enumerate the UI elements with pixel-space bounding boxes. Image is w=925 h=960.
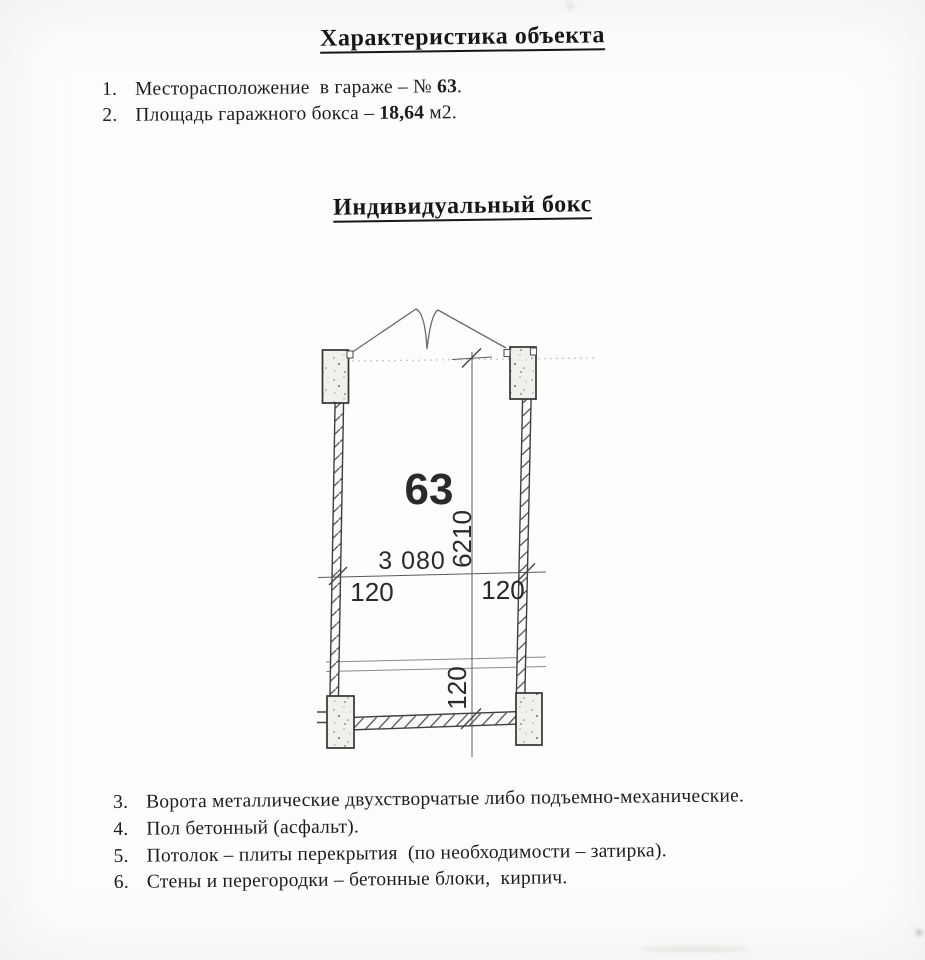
section-line-lower [326,667,546,672]
page-title: Характеристика объекта [319,22,606,52]
list-item-number: 2. [102,104,118,126]
dim-length-label: 6210 [447,510,477,568]
pillar-top-left [323,350,349,403]
list-item-number: 3. [112,791,129,814]
box-number-label: 63 [404,465,454,514]
dim-wall-bottom-label: 120 [442,666,472,710]
floor-plan-diagram [300,285,620,770]
list-item-text: Площадь гаражного бокса – 18,64 м2. [135,101,458,126]
gate-symbol [351,309,506,353]
scan-artifact [640,946,750,952]
scan-artifact [566,2,574,10]
list-item-number: 1. [102,78,118,100]
list-item-text: Пол бетонный (асфальт). [146,816,360,840]
property-list-top [102,74,462,128]
hinge-tab-right-outer [531,348,537,355]
list-item-1 [102,74,462,102]
scan-artifact [916,930,922,935]
list-item-6 [114,864,745,897]
dim-width-label: 3 080 [378,547,446,575]
dim-wall-left-label: 120 [350,577,394,607]
hinge-tab-left [347,351,353,358]
section-line-upper [326,657,546,662]
list-item-number: 6. [113,872,130,894]
wall-left [330,402,344,698]
pillar-bottom-left [327,696,354,748]
list-item-text: Месторасположение в гараже – № 63. [135,76,463,100]
list-item-text: Ворота металлические двухстворчатые либо подъемно-механические. [145,785,745,813]
property-list-bottom [113,783,745,897]
dim-wall-right-label: 120 [481,575,525,605]
pillar-bottom-right [516,693,542,745]
list-item-number: 4. [113,818,129,840]
list-item-number: 5. [113,845,129,867]
list-item-text: Потолок – плиты перекрытия (по необходимости – затирка). [146,839,667,867]
section-title: Индивидуальный бокс [332,191,593,221]
hinge-tab-right-inner [504,350,510,357]
wall-right [516,398,531,694]
list-item-text: Стены и перегородки – бетонные блоки, кирпич. [146,867,568,894]
wall-bottom [352,712,518,730]
list-item-2 [102,100,462,128]
